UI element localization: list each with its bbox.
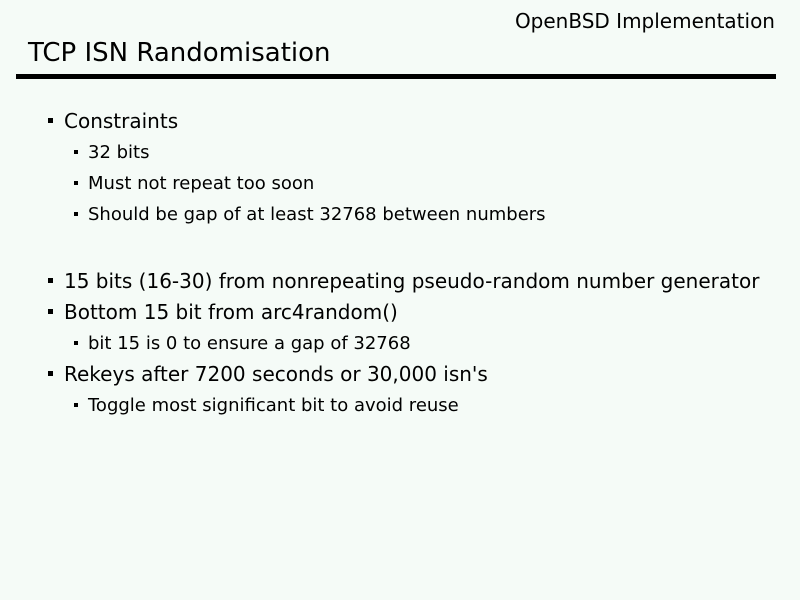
square-bullet-icon	[48, 371, 53, 376]
bullet-item	[0, 168, 800, 199]
square-bullet-icon	[48, 278, 53, 283]
square-bullet-icon	[48, 309, 53, 314]
bullet-list	[0, 106, 800, 421]
bullet-text: Should be gap of at least 32768 between numbers	[88, 204, 546, 225]
bullet-item	[0, 199, 800, 230]
square-bullet-icon	[74, 403, 78, 407]
bullet-text: Rekeys after 7200 seconds or 30,000 isn's	[64, 362, 488, 386]
bullet-item	[0, 297, 800, 328]
bullet-text: Must not repeat too soon	[88, 173, 315, 194]
bullet-item	[0, 359, 800, 390]
bullet-item	[0, 106, 800, 137]
bullet-item	[0, 390, 800, 421]
bullet-text: 32 bits	[88, 142, 150, 163]
bullet-text: bit 15 is 0 to ensure a gap of 32768	[88, 333, 411, 354]
corner-label: OpenBSD Implementation	[514, 9, 775, 33]
square-bullet-icon	[48, 118, 53, 123]
bullet-text: Bottom 15 bit from arc4random()	[64, 300, 398, 324]
bullet-item	[0, 137, 800, 168]
square-bullet-icon	[74, 181, 78, 185]
title-divider	[16, 74, 776, 79]
bullet-item	[0, 328, 800, 359]
square-bullet-icon	[74, 212, 78, 216]
bullet-text: Toggle most significant bit to avoid reuse	[88, 395, 459, 416]
page-title: TCP ISN Randomisation	[28, 38, 331, 68]
bullet-text: Constraints	[64, 109, 179, 133]
bullet-text: 15 bits (16-30) from nonrepeating pseudo-random number generator	[64, 269, 760, 293]
square-bullet-icon	[74, 150, 78, 154]
square-bullet-icon	[74, 341, 78, 345]
bullet-item	[0, 266, 800, 297]
